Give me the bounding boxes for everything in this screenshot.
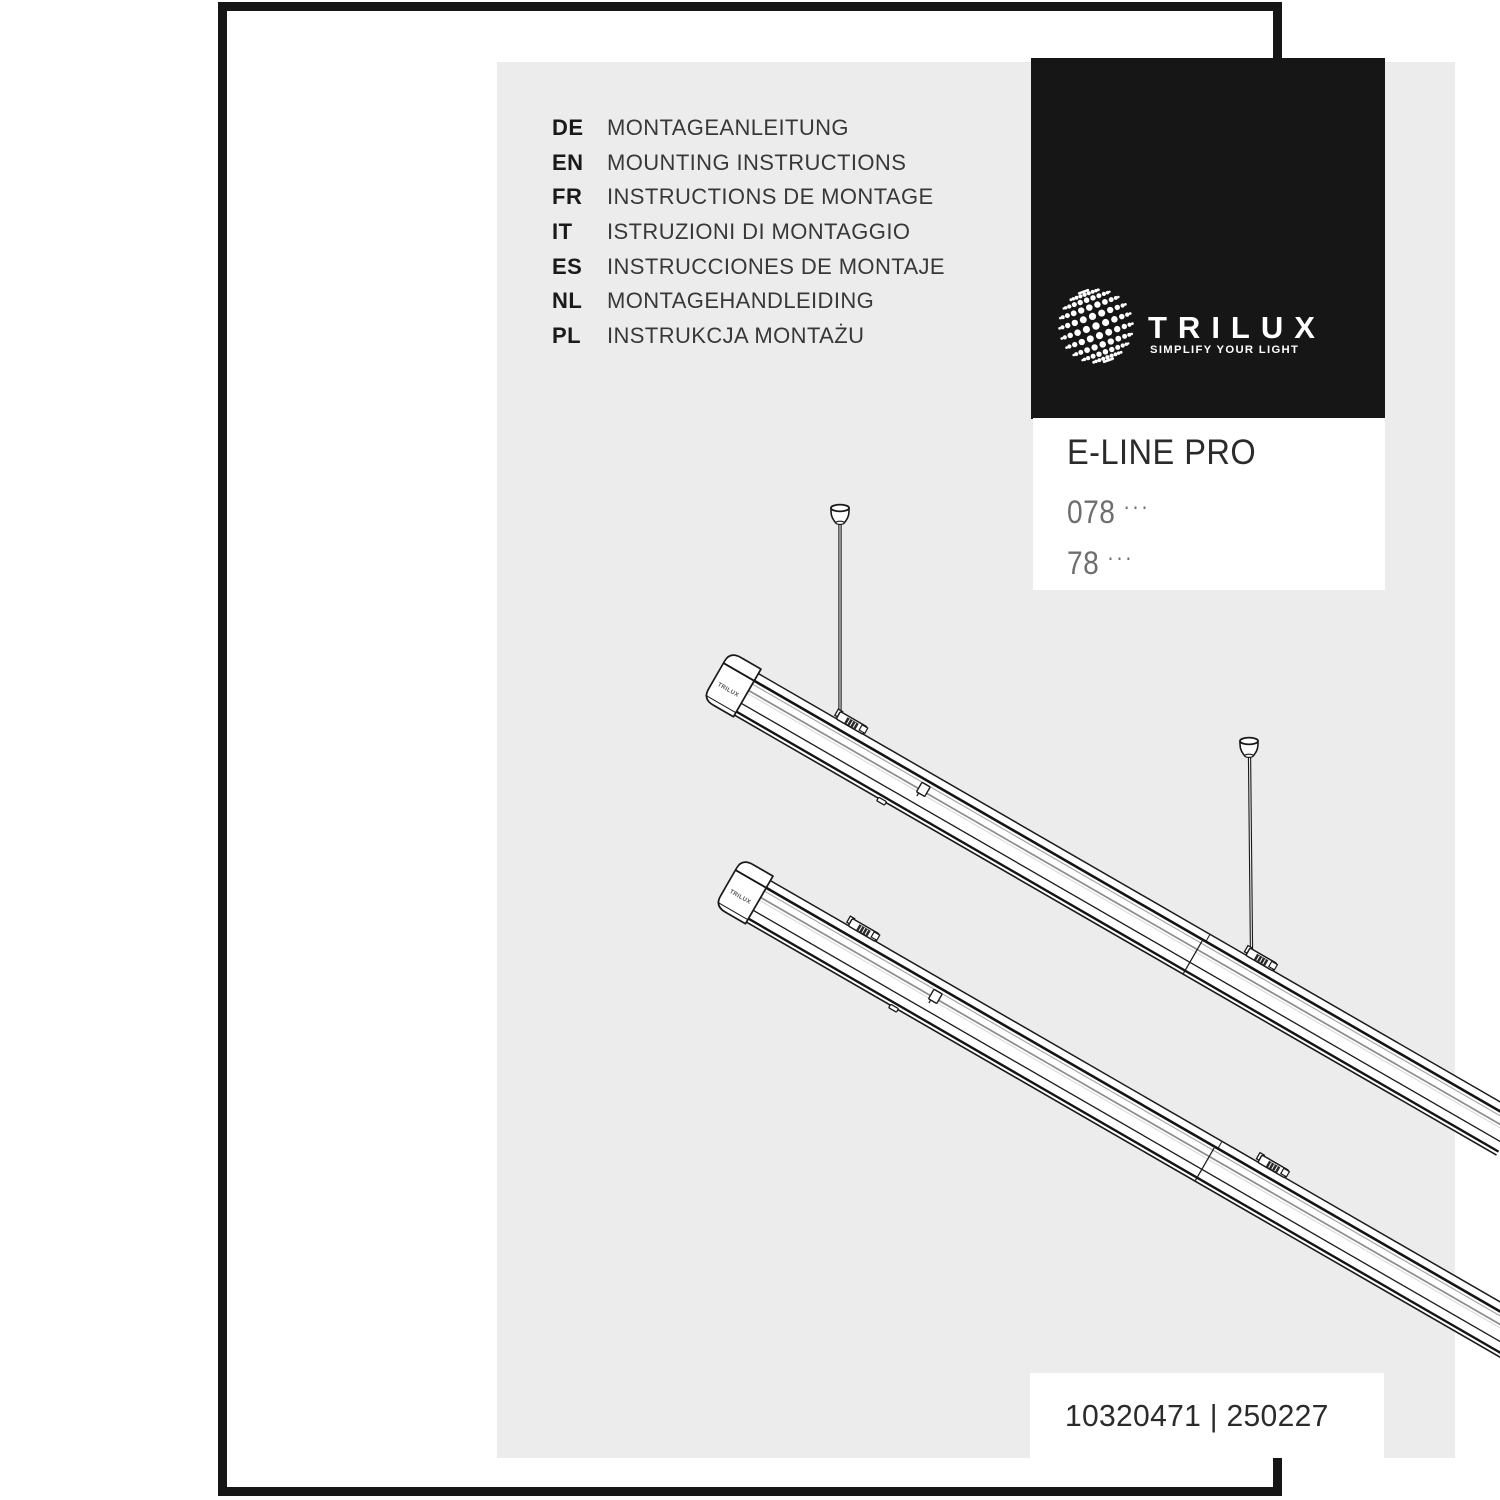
language-list: [552, 111, 945, 353]
document-number: 10320471: [1065, 1397, 1202, 1433]
language-code: EN: [552, 149, 584, 175]
language-row-de: [552, 111, 945, 146]
language-code: FR: [552, 184, 583, 210]
product-code-line-2: [1067, 540, 1347, 580]
product-code: 078: [1067, 494, 1116, 531]
language-label: INSTRUKCJA MONTAŻU: [607, 322, 865, 348]
ceiling-canopy-2: [1240, 738, 1258, 758]
language-label: MOUNTING INSTRUCTIONS: [607, 149, 907, 175]
brand-wordmark: TRILUX: [1148, 310, 1326, 345]
brand-panel: [1031, 58, 1385, 419]
ellipsis: ···: [1123, 493, 1151, 519]
product-title: E-LINE PRO: [1067, 433, 1257, 472]
language-label: MONTAGEANLEITUNG: [607, 115, 849, 141]
language-code: IT: [552, 219, 573, 245]
globe-icon: [1058, 288, 1134, 363]
document-number-line: [1065, 1373, 1329, 1458]
product-code: 78: [1067, 545, 1100, 582]
ceiling-canopy-1: [831, 505, 849, 525]
suspension-cable-1: [839, 521, 841, 717]
language-code: DE: [552, 115, 584, 141]
language-code: NL: [552, 288, 583, 314]
ellipsis: ···: [1107, 544, 1134, 571]
language-label: ISTRUZIONI DI MONTAGGIO: [607, 219, 911, 245]
product-code-line-1: [1067, 489, 1347, 529]
revision-date: 250227: [1226, 1397, 1329, 1433]
suspension-cable-2: [1248, 754, 1252, 950]
language-row-it: [552, 215, 945, 250]
language-row-es: [552, 249, 945, 284]
product-drawing: TRILUX: [497, 62, 1455, 1458]
language-label: INSTRUCTIONS DE MONTAGE: [607, 184, 934, 210]
language-code: PL: [552, 322, 582, 348]
page-frame: [218, 2, 1329, 1496]
language-code: ES: [552, 253, 583, 279]
brand-tagline: SIMPLIFY YOUR LIGHT: [1150, 344, 1300, 356]
language-label: MONTAGEHANDLEIDING: [607, 288, 875, 314]
luminaire-lower: [714, 855, 1500, 1365]
language-row-nl: [552, 284, 945, 319]
separator: |: [1201, 1397, 1227, 1433]
language-label: INSTRUCCIONES DE MONTAJE: [607, 253, 945, 279]
language-row-en: [552, 146, 945, 181]
content-area: [469, 62, 1455, 1458]
language-row-pl: [552, 319, 945, 354]
product-title-panel: [1033, 418, 1385, 590]
footer-panel: [1030, 1373, 1384, 1458]
language-row-fr: [552, 180, 945, 215]
trilux-logo: [1047, 278, 1381, 396]
